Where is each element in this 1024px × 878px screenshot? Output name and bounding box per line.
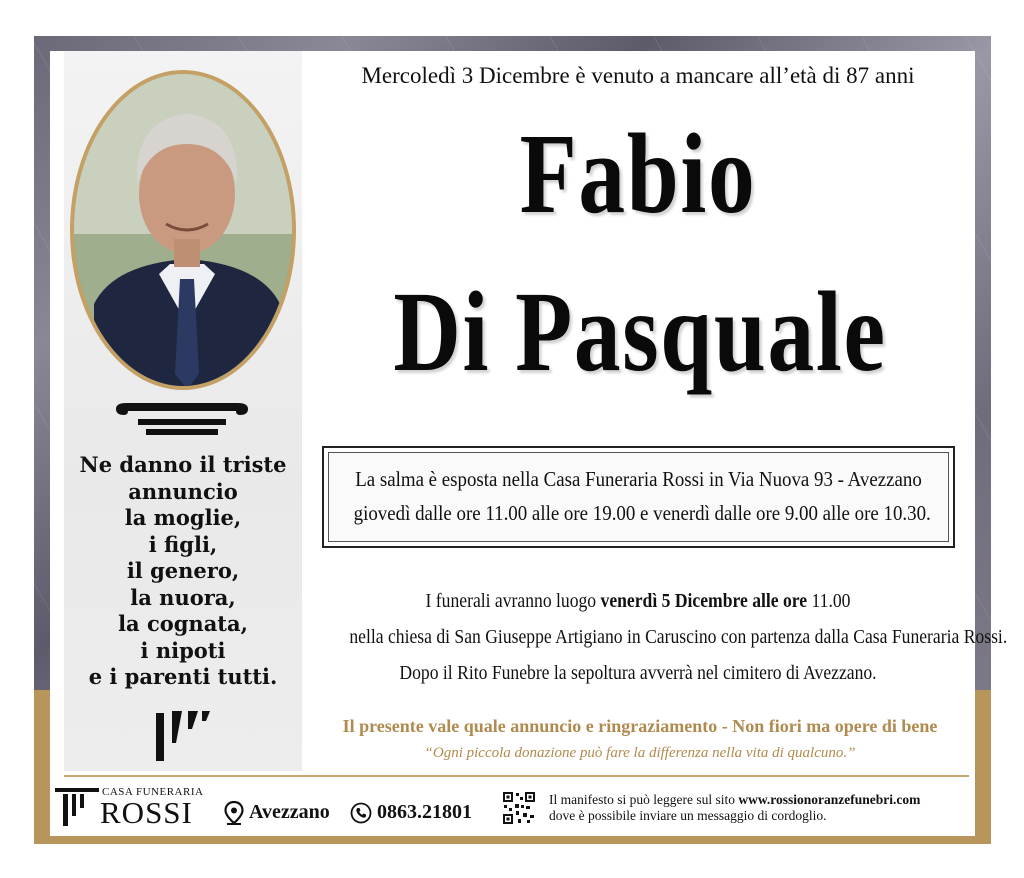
qr-code-icon[interactable]: [502, 791, 536, 825]
column-capital-icon: [112, 401, 252, 441]
location-pin-icon: [224, 801, 244, 825]
funeral-line-1-suffix: 11.00: [807, 590, 851, 612]
viewing-line: La salma è esposta nella Casa Funeraria Rossi in Via Nuova 93 - Avezzano: [355, 467, 922, 491]
viewing-info-text: [353, 462, 931, 530]
announcement-line: i nipoti: [140, 637, 226, 663]
announcement-line: Ne danno il triste: [79, 452, 287, 477]
announcement-line: il genero,: [126, 558, 240, 583]
gold-border-bottom: [34, 836, 991, 844]
funeral-details: [349, 583, 1008, 691]
deceased-first-name: Fabio: [519, 110, 757, 237]
donation-quote: “Ogni piccola donazione può fare la differenza nella vita di qualcuno.”: [424, 745, 856, 761]
footer-city: Avezzano: [249, 801, 330, 823]
funeral-line-1: [349, 583, 926, 619]
funeral-line-1-prefix: I funerali avranno luogo: [425, 590, 601, 612]
funeral-line-2: nella chiesa di San Giuseppe Artigiano in Caruscino con partenza dalla Casa Funeraria Rossi.: [349, 626, 1008, 648]
portrait-photo: [70, 70, 296, 390]
announcement-line: la cognata,: [118, 611, 248, 636]
site-url-link[interactable]: www.rossionoranzefunebri.com: [738, 792, 921, 807]
footer-site-info: [549, 792, 920, 824]
announcement-line: e i parenti tutti.: [88, 664, 278, 689]
family-announcement: [64, 452, 302, 691]
viewing-line: giovedì dalle ore 11.00 alle ore 19.00 e venerdì dalle ore 9.00 alle ore 10.30.: [353, 501, 931, 525]
funeral-line-3: Dopo il Rito Funebre la sepoltura avverrà nel cimitero di Avezzano.: [399, 662, 877, 684]
footer-divider: [64, 775, 969, 777]
site-prefix: Il manifesto si può leggere sul sito: [549, 792, 739, 807]
portrait-illustration: [74, 74, 296, 390]
brand-small-label: CASA FUNERARIA: [102, 786, 204, 798]
rossi-footer-logo-icon: [55, 786, 99, 826]
announcement-line: la nuora,: [130, 584, 236, 610]
thanks-note: Il presente vale quale annuncio e ringraziamento - Non fiori ma opere di bene: [342, 716, 938, 736]
announcement-line: la moglie,: [124, 505, 242, 530]
brand-name: ROSSI: [100, 795, 193, 830]
gold-border-right: [975, 690, 991, 844]
funeral-date-time: venerdì 5 Dicembre alle ore: [600, 590, 808, 612]
site-line-2: dove è possibile inviare un messaggio di cordoglio.: [549, 808, 827, 823]
footer-phone: 0863.21801: [377, 801, 472, 823]
announcement-line: i figli,: [148, 531, 218, 557]
rossi-logo-mark-icon: [152, 707, 212, 763]
deceased-last-name: Di Pasquale: [393, 268, 887, 395]
death-date-line: Mercoledì 3 Dicembre è venuto a mancare all’età di 87 anni: [361, 63, 915, 88]
gold-border-left: [34, 690, 50, 844]
phone-icon: [350, 802, 372, 824]
announcement-line: annuncio: [128, 478, 238, 504]
